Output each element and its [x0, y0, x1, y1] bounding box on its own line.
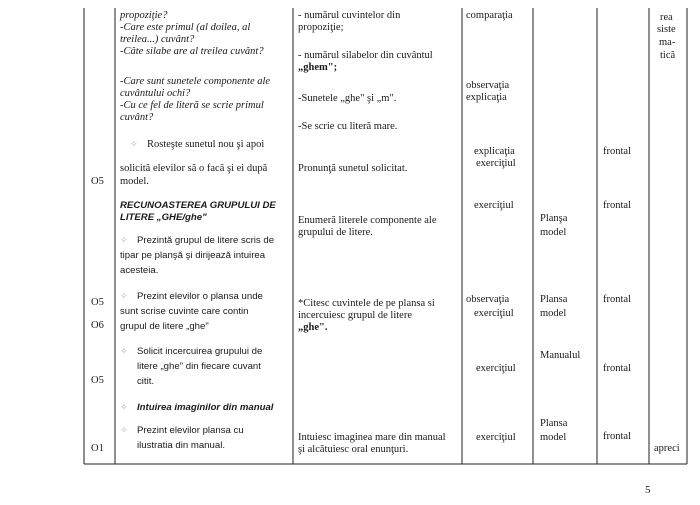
student-activity-line: Enumeră literele componente ale	[298, 215, 437, 226]
evaluation-label: apreci	[654, 443, 680, 454]
evaluation-label: tică	[660, 50, 676, 61]
objective-o6: O6	[91, 320, 104, 331]
teacher-step-line: acesteia.	[120, 265, 159, 276]
method-label: exerciţiul	[476, 432, 516, 443]
objective-o1: O1	[91, 443, 104, 454]
bullet-icon: ✧	[130, 140, 138, 150]
student-activity-line: *Citesc cuvintele de pe plansa si	[298, 298, 435, 309]
method-label: explicaţia	[466, 92, 507, 103]
teacher-question-line: treilea...) cuvânt?	[120, 34, 195, 45]
student-activity-line: şi alcătuiesc oral enunţuri.	[298, 444, 409, 455]
method-label: exerciţiul	[474, 200, 514, 211]
teacher-step-line: sunt scrise cuvinte care contin	[120, 306, 249, 317]
teacher-step-line: solicită elevilor să o facă şi ei după	[120, 163, 268, 174]
student-activity-line: - numărul cuvintelor din	[298, 10, 401, 21]
organization-label: frontal	[603, 146, 631, 157]
teacher-step-line: Prezint elevilor plansa cu	[137, 425, 244, 436]
section-heading: RECUNOASTEREA GRUPULUI DE	[120, 200, 276, 211]
objective-o5-3: O5	[91, 375, 104, 386]
student-activity-line: grupului de litere.	[298, 227, 373, 238]
bullet-icon: ✧	[120, 236, 128, 246]
teacher-step-line: tipar pe planşă şi dirijează intuirea	[120, 250, 266, 261]
student-activity-line: incercuiesc grupul de litere	[298, 310, 412, 321]
resource-label: Plansa	[540, 294, 568, 305]
teacher-question-line: propoziţie?	[120, 10, 168, 21]
evaluation-label: rea	[660, 12, 673, 23]
organization-label: frontal	[603, 431, 631, 442]
student-activity-line: Pronunţă sunetul solicitat.	[298, 163, 408, 174]
teacher-step-line: litere „ghe" din fiecare cuvant	[137, 361, 261, 372]
teacher-step-line: Solicit incercuirea grupului de	[137, 346, 263, 357]
section-heading: LITERE „GHE/ghe"	[120, 212, 207, 223]
method-label: explicaţia	[474, 146, 515, 157]
organization-label: frontal	[603, 294, 631, 305]
page-number: 5	[645, 484, 651, 496]
bullet-icon: ✧	[120, 426, 128, 436]
method-label: comparaţia	[466, 10, 513, 21]
teacher-question-line: cuvântului ochi?	[120, 88, 191, 99]
resource-label: model	[540, 227, 567, 238]
student-activity-line: „ghe".	[298, 322, 328, 333]
method-label: exerciţiul	[474, 308, 514, 319]
resource-label: Manualul	[540, 350, 581, 361]
student-activity-line: -Sunetele „ghe" şi „m".	[298, 93, 397, 104]
bullet-icon: ✧	[120, 292, 128, 302]
teacher-question-line: -Care este primul (al doilea, al	[120, 22, 251, 33]
resource-label: model	[540, 432, 567, 443]
teacher-question-line: cuvânt?	[120, 112, 154, 123]
organization-label: frontal	[603, 363, 631, 374]
resource-label: Plansa	[540, 418, 568, 429]
teacher-question-line: -Cu ce fel de literă se scrie primul	[120, 100, 264, 111]
bullet-icon: ✧	[120, 347, 128, 357]
teacher-step-line: citit.	[137, 376, 155, 387]
teacher-step-line: grupul de litere „ghe"	[120, 321, 209, 332]
teacher-step-line: model.	[120, 176, 149, 187]
student-activity-line: -Se scrie cu literă mare.	[298, 121, 398, 132]
teacher-step-line: Rosteşte sunetul nou şi apoi	[147, 139, 265, 150]
teacher-question-line: -Câte silabe are al treilea cuvânt?	[120, 46, 264, 57]
teacher-step-line: ilustratia din manual.	[137, 440, 225, 451]
resource-label: model	[540, 308, 567, 319]
method-label: observaţia	[466, 80, 510, 91]
student-activity-line: Intuiesc imaginea mare din manual	[298, 432, 446, 443]
teacher-question-line: -Care sunt sunetele componente ale	[120, 76, 271, 87]
student-activity-line: „ghem";	[298, 62, 338, 73]
method-label: exerciţiul	[476, 363, 516, 374]
objective-o5-2: O5	[91, 297, 104, 308]
student-activity-line: - numărul silabelor din cuvântul	[298, 50, 433, 61]
student-activity-line: propoziţie;	[298, 22, 344, 33]
organization-label: frontal	[603, 200, 631, 211]
method-label: observaţia	[466, 294, 510, 305]
teacher-step-line: Prezint elevilor o plansa unde	[137, 291, 263, 302]
objective-o5-1: O5	[91, 176, 104, 187]
evaluation-label: ma-	[659, 37, 676, 48]
resource-label: Planşa	[540, 213, 568, 224]
section-heading: Intuirea imaginilor din manual	[137, 402, 274, 413]
bullet-icon: ✧	[120, 403, 128, 413]
evaluation-label: siste	[657, 24, 676, 35]
teacher-step-line: Prezintă grupul de litere scris de	[137, 235, 275, 246]
method-label: exerciţiul	[476, 158, 516, 169]
